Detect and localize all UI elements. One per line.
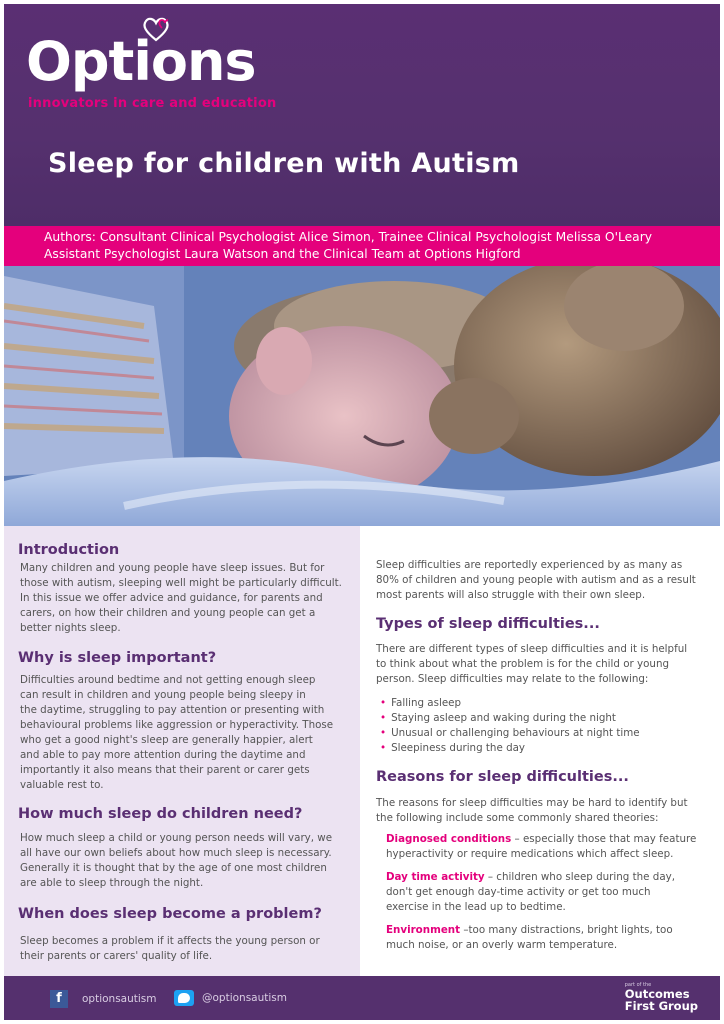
authors-line-1: Authors: Consultant Clinical Psychologist Alice Simon, Trainee Clinical Psychologist Melissa O'Leary [44, 230, 653, 244]
options-logo: Options [26, 30, 256, 93]
authors-banner [4, 226, 720, 266]
text-line: their parents or carers' quality of life. [20, 950, 213, 962]
header-banner [4, 4, 720, 226]
list-item [380, 696, 640, 711]
text-line: those with autism, sleeping well might be particularly difficult. [20, 577, 342, 589]
prevalence-text [376, 558, 696, 603]
twitter-link[interactable] [174, 990, 287, 1006]
text-line: behavioural problems like aggression or hyperactivity. Those [20, 719, 334, 731]
outcomes-first-group-logo [625, 982, 698, 1012]
group-name-line-1: Outcomes [624, 987, 690, 1001]
bullet-icon: • [380, 742, 387, 754]
text-line: Many children and young people have sleep issues. But for [20, 562, 325, 574]
introduction-heading: Introduction [18, 542, 120, 558]
reason-label: Day time activity [386, 871, 485, 883]
left-column [4, 526, 360, 976]
reasons-heading: Reasons for sleep difficulties... [376, 769, 629, 785]
text-line: carers, on how their children and young people can get a [20, 607, 316, 619]
text-line: person. Sleep difficulties may relate to the following: [376, 673, 649, 685]
footer-bar [4, 976, 720, 1020]
sleep-problem-text [20, 934, 320, 964]
text-line: who get a good night's sleep are generally happier, alert [20, 734, 313, 746]
sleep-problem-heading: When does sleep become a problem? [18, 906, 322, 922]
reason-label: Environment [386, 924, 461, 936]
text-line: to think about what the problem is for the child or young [376, 658, 670, 670]
text-line: The reasons for sleep difficulties may be hard to identify but [376, 797, 688, 809]
text-line: the daytime, struggling to pay attention or presenting with [20, 704, 325, 716]
text-line: valuable rest to. [20, 779, 104, 791]
twitter-handle: @optionsautism [202, 992, 287, 1004]
text-line: Generally it is thought that by the age of one most children [20, 862, 327, 874]
facebook-icon: f [50, 990, 68, 1008]
reason-diagnosed-conditions [386, 832, 696, 862]
list-item-text: Staying asleep and waking during the night [391, 712, 616, 724]
text-line: – especially those that may feature [511, 833, 697, 845]
reasons-text [376, 796, 688, 826]
text-line: don't get enough day-time activity or get too much [386, 886, 651, 898]
reason-environment [386, 923, 673, 953]
reason-day-time-activity [386, 870, 675, 915]
twitter-icon [174, 990, 194, 1006]
text-line: There are different types of sleep difficulties and it is helpful [376, 643, 688, 655]
bullet-icon: • [380, 712, 387, 724]
list-item [380, 726, 640, 741]
text-line: most parents will also struggle with their own sleep. [376, 589, 646, 601]
list-item [380, 711, 640, 726]
text-line: much noise, or an overly warm temperature. [386, 939, 618, 951]
list-item-text: Falling asleep [391, 697, 462, 709]
text-line: 80% of children and young people with autism and as a result [376, 574, 696, 586]
list-item-text: Sleepiness during the day [391, 742, 526, 754]
how-much-sleep-heading: How much sleep do children need? [18, 806, 303, 822]
list-item [380, 741, 640, 756]
text-line: exercise in the lead up to bedtime. [386, 901, 566, 913]
types-text [376, 642, 687, 687]
bullet-icon: • [380, 697, 387, 709]
sleeping-child-illustration [4, 266, 720, 526]
page-title: Sleep for children with Autism [48, 148, 520, 179]
group-part-of: part of the [624, 982, 652, 988]
why-sleep-text [20, 673, 333, 793]
text-line: In this issue we offer advice and guidance, for parents and [20, 592, 323, 604]
types-list [380, 696, 640, 756]
text-line: hyperactivity or require medications which affect sleep. [386, 848, 674, 860]
text-line: How much sleep a child or young person needs will vary, we [20, 832, 333, 844]
group-name-line-2: First Group [624, 999, 698, 1013]
text-line: Sleep becomes a problem if it affects the young person or [20, 935, 320, 947]
why-sleep-heading: Why is sleep important? [18, 650, 217, 666]
how-much-sleep-text [20, 831, 332, 891]
text-line: better nights sleep. [20, 622, 121, 634]
text-line: are able to sleep through the night. [20, 877, 204, 889]
text-line: the following include some commonly shared theories: [376, 812, 659, 824]
list-item-text: Unusual or challenging behaviours at night time [391, 727, 640, 739]
text-line: Sleep difficulties are reportedly experienced by as many as [376, 559, 683, 571]
text-line: all have our own beliefs about how much sleep is necessary. [20, 847, 332, 859]
bullet-icon: • [380, 727, 387, 739]
sleeping-child-photo [4, 266, 720, 526]
logo-tagline: innovators in care and education [28, 96, 277, 111]
text-line: can result in children and young people being sleepy in [20, 689, 306, 701]
reason-label: Diagnosed conditions [386, 833, 512, 845]
text-line: and able to pay more attention during the daytime and [20, 749, 306, 761]
types-heading: Types of sleep difficulties... [376, 616, 600, 632]
text-line: –too many distractions, bright lights, too [460, 924, 673, 936]
facebook-link[interactable] [50, 990, 157, 1008]
text-line: Difficulties around bedtime and not getting enough sleep [20, 674, 316, 686]
leaflet-page [4, 4, 720, 1020]
introduction-text [20, 561, 342, 636]
authors-line-2: Assistant Psychologist Laura Watson and the Clinical Team at Options Higford [44, 247, 521, 261]
text-line: – children who sleep during the day, [484, 871, 675, 883]
article-content [4, 526, 720, 976]
facebook-handle: optionsautism [82, 993, 157, 1005]
text-line: importantly it also means that their parent or carer gets [20, 764, 310, 776]
